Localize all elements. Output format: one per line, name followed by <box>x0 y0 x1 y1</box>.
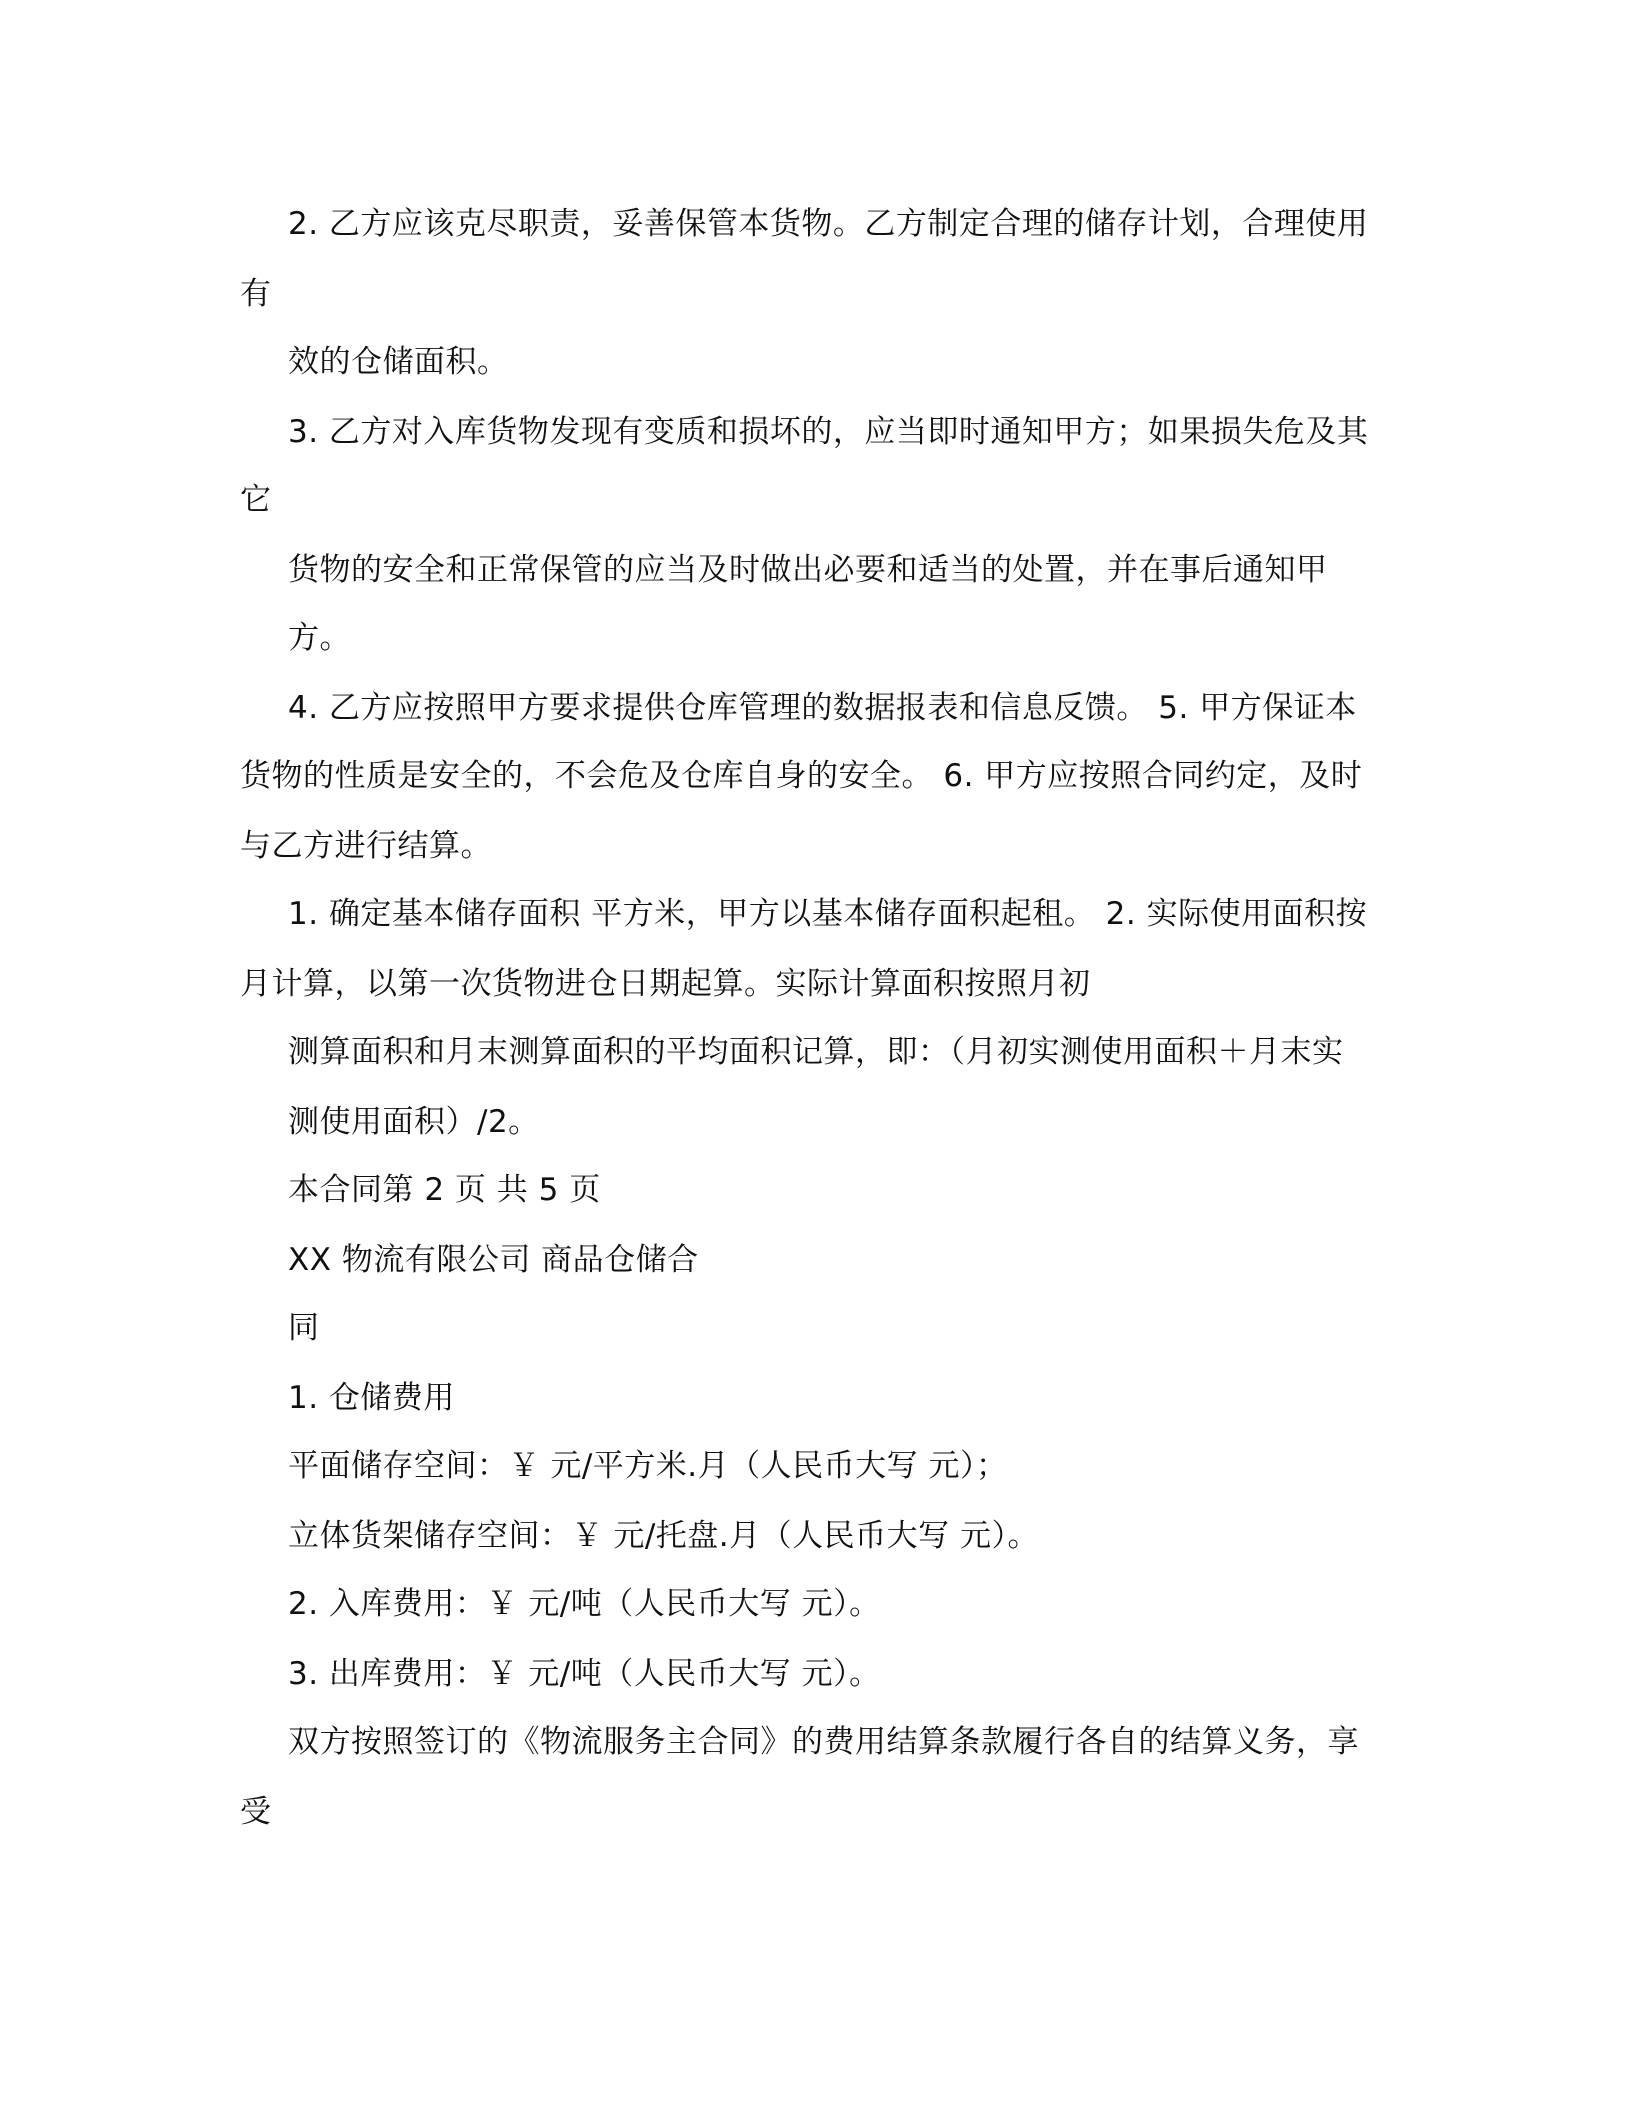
header-company-title: XX 物流有限公司 商品仓储合 <box>288 1242 699 1278</box>
clause-2-line-1: 2. 乙方应该克尽职责，妥善保管本货物。乙方制定合理的储存计划，合理使用 <box>288 206 1369 242</box>
clause-2-line-3: 效的仓储面积。 <box>288 344 509 380</box>
area-clause-line-4: 测使用面积）/2。 <box>288 1104 540 1140</box>
fee-heading-storage: 1. 仓储费用 <box>288 1380 455 1416</box>
clause-2-line-2: 有 <box>240 276 272 312</box>
area-clause-line-1: 1. 确定基本储存面积 平方米，甲方以基本储存面积起租。 2. 实际使用面积按 <box>288 896 1368 932</box>
clause-3-line-4: 方。 <box>288 620 351 656</box>
clause-3-line-2: 它 <box>240 482 272 518</box>
area-clause-line-2: 月计算，以第一次货物进仓日期起算。实际计算面积按照月初 <box>240 966 1091 1002</box>
clause-3-line-3: 货物的安全和正常保管的应当及时做出必要和适当的处置，并在事后通知甲 <box>288 552 1328 588</box>
fee-inbound: 2. 入库费用：￥ 元/吨（人民币大写 元）。 <box>288 1586 881 1622</box>
settlement-line-1: 双方按照签订的《物流服务主合同》的费用结算条款履行各自的结算义务，享 <box>288 1724 1359 1760</box>
clause-4-5-line-1: 4. 乙方应按照甲方要求提供仓库管理的数据报表和信息反馈。 5. 甲方保证本 <box>288 690 1357 726</box>
fee-outbound: 3. 出库费用：￥ 元/吨（人民币大写 元）。 <box>288 1656 881 1692</box>
clause-3-line-1: 3. 乙方对入库货物发现有变质和损坏的，应当即时通知甲方；如果损失危及其 <box>288 414 1369 450</box>
fee-rack-storage: 立体货架储存空间：￥ 元/托盘.月（人民币大写 元）。 <box>288 1518 1040 1554</box>
page-footer-count: 本合同第 2 页 共 5 页 <box>288 1172 601 1208</box>
clause-5-6-line-2: 货物的性质是安全的，不会危及仓库自身的安全。 6. 甲方应按照合同约定，及时 <box>240 758 1363 794</box>
settlement-line-2: 受 <box>240 1794 272 1830</box>
area-clause-line-3: 测算面积和月末测算面积的平均面积记算，即：（月初实测使用面积＋月末实 <box>288 1034 1344 1070</box>
header-company-title-cont: 同 <box>288 1310 320 1346</box>
clause-6-line-3: 与乙方进行结算。 <box>240 828 492 864</box>
fee-flat-storage: 平面储存空间：￥ 元/平方米.月（人民币大写 元）； <box>288 1448 1008 1484</box>
